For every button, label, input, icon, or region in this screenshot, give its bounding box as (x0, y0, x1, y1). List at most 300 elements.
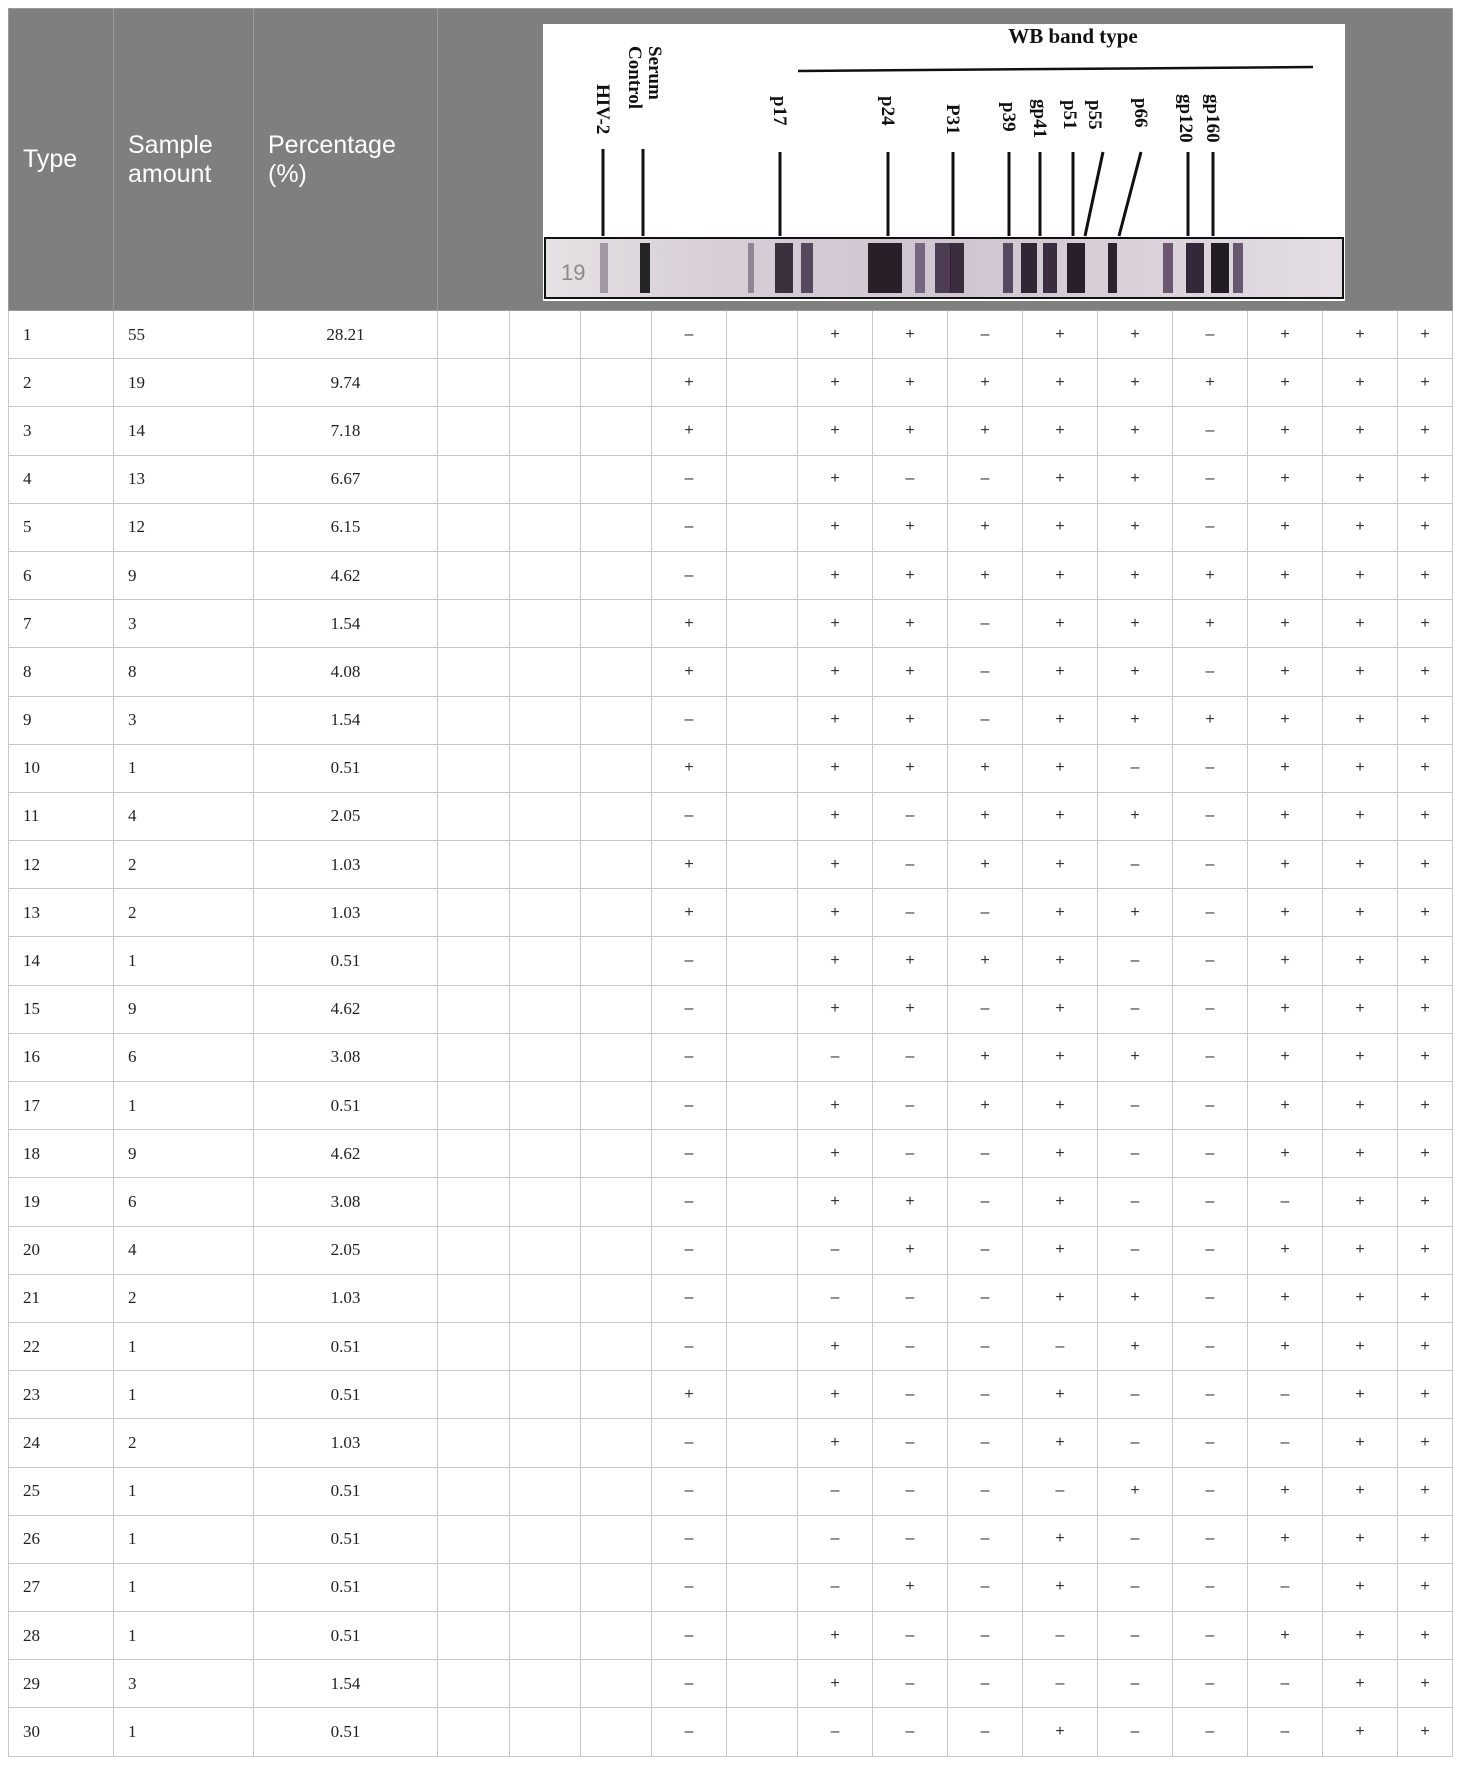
blot-band (950, 243, 964, 293)
cell-empty (581, 1322, 652, 1370)
cell-percentage: 2.05 (254, 792, 438, 840)
cell-band-mark: – (652, 1612, 727, 1660)
cell-sample-amount: 55 (114, 311, 254, 359)
cell-band-mark: + (873, 696, 948, 744)
cell-band-mark: – (873, 455, 948, 503)
cell-empty (510, 1419, 581, 1467)
cell-empty (438, 696, 510, 744)
cell-sample-amount: 2 (114, 1274, 254, 1322)
cell-band-mark: – (1173, 503, 1248, 551)
cell-band-mark: + (1023, 648, 1098, 696)
cell-band-mark: + (798, 1178, 873, 1226)
cell-sample-amount: 6 (114, 1178, 254, 1226)
cell-band-mark: + (948, 841, 1023, 889)
cell-band-mark: – (948, 1130, 1023, 1178)
cell-empty (581, 1178, 652, 1226)
cell-type: 4 (9, 455, 114, 503)
cell-empty (438, 551, 510, 599)
blot-band (1108, 243, 1117, 293)
cell-sample-amount: 1 (114, 1708, 254, 1756)
cell-empty (727, 1033, 798, 1081)
cell-band-mark: + (1098, 455, 1173, 503)
cell-band-mark: + (1398, 1419, 1453, 1467)
cell-empty (581, 1033, 652, 1081)
cell-band-mark: + (873, 359, 948, 407)
cell-band-mark: + (652, 889, 727, 937)
cell-band-mark: + (798, 407, 873, 455)
bracket-line (798, 67, 1313, 71)
cell-empty (727, 985, 798, 1033)
cell-empty (581, 1371, 652, 1419)
blot-band (1211, 243, 1229, 293)
cell-band-mark: + (1398, 744, 1453, 792)
cell-band-mark: – (1023, 1660, 1098, 1708)
cell-band-mark: + (1023, 1274, 1098, 1322)
cell-band-mark: – (652, 1708, 727, 1756)
cell-type: 11 (9, 792, 114, 840)
cell-band-mark: – (652, 985, 727, 1033)
cell-band-mark: + (1398, 1612, 1453, 1660)
blot-label: Serum (644, 46, 665, 100)
blot-band (1163, 243, 1173, 293)
cell-band-mark: – (948, 455, 1023, 503)
blot-band (935, 243, 951, 293)
cell-empty (438, 1612, 510, 1660)
cell-empty (727, 648, 798, 696)
blot-label: p39 (998, 102, 1019, 132)
cell-sample-amount: 9 (114, 985, 254, 1033)
cell-type: 2 (9, 359, 114, 407)
strip-number: 19 (561, 260, 586, 285)
cell-band-mark: + (1398, 648, 1453, 696)
cell-band-mark: + (1098, 648, 1173, 696)
cell-band-mark: + (1248, 1082, 1323, 1130)
cell-percentage: 9.74 (254, 359, 438, 407)
cell-type: 23 (9, 1371, 114, 1419)
cell-band-mark: + (1398, 841, 1453, 889)
cell-band-mark: – (652, 1515, 727, 1563)
cell-band-mark: + (1098, 1033, 1173, 1081)
cell-sample-amount: 19 (114, 359, 254, 407)
table-row (9, 600, 1453, 648)
cell-empty (727, 1226, 798, 1274)
cell-empty (510, 600, 581, 648)
cell-band-mark: + (1323, 1130, 1398, 1178)
cell-empty (727, 1419, 798, 1467)
cell-empty (510, 648, 581, 696)
cell-type: 24 (9, 1419, 114, 1467)
cell-empty (438, 1371, 510, 1419)
cell-empty (581, 1612, 652, 1660)
cell-type: 22 (9, 1322, 114, 1370)
cell-band-mark: + (1023, 1178, 1098, 1226)
cell-empty (438, 889, 510, 937)
cell-band-mark: + (1023, 792, 1098, 840)
cell-band-mark: – (1098, 1419, 1173, 1467)
cell-empty (727, 1612, 798, 1660)
cell-percentage: 0.51 (254, 1082, 438, 1130)
cell-band-mark: – (948, 1274, 1023, 1322)
table-row (9, 407, 1453, 455)
cell-band-mark: + (1248, 744, 1323, 792)
cell-band-mark: – (1098, 1226, 1173, 1274)
cell-empty (727, 792, 798, 840)
cell-band-mark: – (1098, 937, 1173, 985)
cell-band-mark: – (1173, 1322, 1248, 1370)
cell-band-mark: + (1398, 503, 1453, 551)
cell-sample-amount: 6 (114, 1033, 254, 1081)
cell-band-mark: – (1173, 841, 1248, 889)
cell-band-mark: – (1173, 1612, 1248, 1660)
cell-percentage: 1.54 (254, 1660, 438, 1708)
cell-band-mark: – (652, 1033, 727, 1081)
cell-band-mark: + (652, 744, 727, 792)
cell-sample-amount: 1 (114, 1322, 254, 1370)
cell-band-mark: – (1173, 985, 1248, 1033)
cell-sample-amount: 1 (114, 1467, 254, 1515)
cell-band-mark: – (1098, 1082, 1173, 1130)
cell-band-mark: – (652, 1130, 727, 1178)
wb-blot-svg (543, 24, 1345, 301)
table-row (9, 937, 1453, 985)
cell-band-mark: + (798, 889, 873, 937)
cell-band-mark: + (1023, 1708, 1098, 1756)
cell-band-mark: + (1323, 937, 1398, 985)
cell-type: 14 (9, 937, 114, 985)
cell-empty (438, 937, 510, 985)
cell-empty (510, 1708, 581, 1756)
blot-band (640, 243, 650, 293)
table-row (9, 792, 1453, 840)
blot-label: p24 (877, 96, 898, 126)
cell-sample-amount: 1 (114, 1612, 254, 1660)
cell-type: 20 (9, 1226, 114, 1274)
cell-band-mark: + (1398, 1274, 1453, 1322)
cell-empty (510, 889, 581, 937)
cell-band-mark: + (1098, 1322, 1173, 1370)
table-row (9, 985, 1453, 1033)
cell-band-mark: + (798, 600, 873, 648)
cell-band-mark: + (1173, 600, 1248, 648)
cell-band-mark: + (873, 1563, 948, 1611)
cell-band-mark: – (1248, 1178, 1323, 1226)
blot-label: HIV-2 (592, 84, 613, 135)
blot-band (801, 243, 813, 293)
cell-empty (510, 551, 581, 599)
cell-empty (438, 1322, 510, 1370)
cell-band-mark: – (873, 889, 948, 937)
cell-sample-amount: 1 (114, 937, 254, 985)
cell-band-mark: + (1023, 359, 1098, 407)
table-row (9, 1419, 1453, 1467)
cell-band-mark: + (1023, 455, 1098, 503)
blot-label: gp160 (1202, 94, 1223, 143)
cell-band-mark: – (873, 1612, 948, 1660)
cell-empty (510, 1660, 581, 1708)
table-row (9, 359, 1453, 407)
cell-percentage: 4.62 (254, 985, 438, 1033)
cell-empty (727, 1082, 798, 1130)
cell-band-mark: – (948, 648, 1023, 696)
blot-band (868, 243, 902, 293)
cell-empty (727, 1563, 798, 1611)
cell-band-mark: + (1323, 696, 1398, 744)
table-row (9, 889, 1453, 937)
cell-empty (581, 1226, 652, 1274)
cell-empty (438, 600, 510, 648)
cell-band-mark: – (1173, 1515, 1248, 1563)
cell-band-mark: – (1023, 1467, 1098, 1515)
cell-band-mark: – (1173, 1130, 1248, 1178)
cell-band-mark: + (1323, 311, 1398, 359)
cell-empty (727, 455, 798, 503)
cell-sample-amount: 8 (114, 648, 254, 696)
cell-band-mark: – (1098, 985, 1173, 1033)
cell-band-mark: + (1398, 792, 1453, 840)
cell-empty (510, 1371, 581, 1419)
cell-sample-amount: 1 (114, 744, 254, 792)
cell-band-mark: + (1098, 792, 1173, 840)
cell-empty (510, 1515, 581, 1563)
cell-band-mark: – (798, 1033, 873, 1081)
cell-band-mark: + (1323, 503, 1398, 551)
cell-band-mark: + (1023, 1082, 1098, 1130)
cell-band-mark: + (1248, 600, 1323, 648)
cell-band-mark: + (652, 600, 727, 648)
cell-band-mark: + (1248, 503, 1323, 551)
table-row (9, 1467, 1453, 1515)
header-blot-figure (438, 9, 1453, 311)
cell-band-mark: – (652, 311, 727, 359)
cell-type: 26 (9, 1515, 114, 1563)
blot-label: p66 (1130, 98, 1151, 128)
cell-band-mark: + (1398, 1033, 1453, 1081)
cell-type: 29 (9, 1660, 114, 1708)
cell-band-mark: + (1023, 985, 1098, 1033)
cell-band-mark: – (948, 696, 1023, 744)
cell-band-mark: + (1323, 1419, 1398, 1467)
cell-band-mark: + (1323, 600, 1398, 648)
cell-band-mark: – (948, 1419, 1023, 1467)
cell-band-mark: + (1398, 455, 1453, 503)
cell-band-mark: – (948, 1178, 1023, 1226)
cell-band-mark: + (798, 792, 873, 840)
cell-band-mark: – (1173, 744, 1248, 792)
cell-empty (727, 1322, 798, 1370)
cell-band-mark: – (873, 1130, 948, 1178)
cell-band-mark: + (1023, 1371, 1098, 1419)
cell-empty (581, 1515, 652, 1563)
cell-band-mark: + (873, 648, 948, 696)
cell-sample-amount: 2 (114, 841, 254, 889)
cell-band-mark: + (798, 648, 873, 696)
cell-empty (727, 1660, 798, 1708)
cell-band-mark: – (1173, 1708, 1248, 1756)
cell-band-mark: + (1323, 985, 1398, 1033)
table-row (9, 1130, 1453, 1178)
blot-band (1067, 243, 1085, 293)
cell-empty (438, 1563, 510, 1611)
blot-label: gp41 (1029, 99, 1050, 139)
cell-percentage: 3.08 (254, 1033, 438, 1081)
cell-band-mark: + (1398, 551, 1453, 599)
cell-band-mark: – (1098, 1130, 1173, 1178)
cell-band-mark: + (1173, 359, 1248, 407)
cell-band-mark: – (1098, 1515, 1173, 1563)
cell-band-mark: + (1398, 600, 1453, 648)
blot-title: WB band type (1008, 24, 1138, 48)
cell-band-mark: – (1173, 792, 1248, 840)
cell-percentage: 0.51 (254, 1322, 438, 1370)
cell-band-mark: – (948, 889, 1023, 937)
cell-band-mark: – (1173, 937, 1248, 985)
cell-band-mark: – (652, 696, 727, 744)
header-sample-amount: Sample amount (114, 9, 254, 311)
cell-band-mark: – (1173, 1660, 1248, 1708)
cell-band-mark: + (1023, 503, 1098, 551)
cell-band-mark: + (1398, 1467, 1453, 1515)
cell-band-mark: – (652, 1660, 727, 1708)
cell-band-mark: + (798, 696, 873, 744)
cell-band-mark: – (873, 1082, 948, 1130)
cell-band-mark: + (873, 503, 948, 551)
cell-type: 16 (9, 1033, 114, 1081)
cell-type: 13 (9, 889, 114, 937)
cell-band-mark: + (1248, 1612, 1323, 1660)
blot-band (1233, 243, 1243, 293)
cell-sample-amount: 4 (114, 792, 254, 840)
blot-band (1043, 243, 1057, 293)
cell-type: 30 (9, 1708, 114, 1756)
blot-label: gp120 (1175, 94, 1196, 143)
header-percentage: Percentage (%) (254, 9, 438, 311)
cell-sample-amount: 2 (114, 1419, 254, 1467)
cell-band-mark: + (1323, 1033, 1398, 1081)
cell-band-mark: + (1323, 1226, 1398, 1274)
table-row (9, 551, 1453, 599)
cell-band-mark: + (798, 1322, 873, 1370)
cell-band-mark: – (873, 841, 948, 889)
cell-band-mark: – (1173, 1563, 1248, 1611)
cell-band-mark: + (1248, 1515, 1323, 1563)
pointer-line (1085, 152, 1103, 236)
cell-empty (581, 503, 652, 551)
cell-band-mark: + (1398, 696, 1453, 744)
cell-empty (438, 1660, 510, 1708)
cell-empty (438, 1130, 510, 1178)
cell-band-mark: + (1248, 889, 1323, 937)
cell-band-mark: + (1398, 359, 1453, 407)
cell-type: 19 (9, 1178, 114, 1226)
cell-band-mark: – (948, 1612, 1023, 1660)
cell-band-mark: + (1023, 1130, 1098, 1178)
blot-label: Control (624, 46, 645, 109)
table-row (9, 696, 1453, 744)
cell-empty (581, 600, 652, 648)
cell-percentage: 7.18 (254, 407, 438, 455)
cell-band-mark: + (1323, 359, 1398, 407)
blot-band (1003, 243, 1013, 293)
cell-empty (510, 455, 581, 503)
cell-band-mark: – (652, 937, 727, 985)
cell-band-mark: + (948, 407, 1023, 455)
cell-empty (510, 1612, 581, 1660)
cell-band-mark: + (1323, 1082, 1398, 1130)
cell-band-mark: + (1398, 1563, 1453, 1611)
cell-empty (438, 1274, 510, 1322)
cell-band-mark: – (652, 1274, 727, 1322)
table-row (9, 1082, 1453, 1130)
cell-empty (438, 1515, 510, 1563)
cell-sample-amount: 1 (114, 1563, 254, 1611)
cell-percentage: 0.51 (254, 1708, 438, 1756)
cell-type: 9 (9, 696, 114, 744)
cell-band-mark: – (1248, 1660, 1323, 1708)
cell-band-mark: + (1098, 600, 1173, 648)
cell-empty (510, 985, 581, 1033)
cell-band-mark: – (652, 1226, 727, 1274)
table-row (9, 1322, 1453, 1370)
cell-band-mark: + (1398, 1708, 1453, 1756)
table-row (9, 648, 1453, 696)
cell-band-mark: – (1173, 1178, 1248, 1226)
cell-band-mark: – (1173, 648, 1248, 696)
cell-band-mark: + (1398, 1371, 1453, 1419)
table-row (9, 1708, 1453, 1756)
cell-band-mark: + (948, 1082, 1023, 1130)
cell-band-mark: + (798, 1130, 873, 1178)
cell-band-mark: + (1098, 1274, 1173, 1322)
cell-band-mark: + (1323, 744, 1398, 792)
cell-band-mark: + (1323, 889, 1398, 937)
cell-band-mark: + (1098, 889, 1173, 937)
wb-blot-image (543, 24, 1345, 301)
cell-sample-amount: 1 (114, 1082, 254, 1130)
cell-band-mark: – (873, 1515, 948, 1563)
cell-band-mark: – (873, 1660, 948, 1708)
cell-band-mark: + (652, 648, 727, 696)
cell-band-mark: + (1323, 1322, 1398, 1370)
blot-band (600, 243, 608, 293)
cell-percentage: 2.05 (254, 1226, 438, 1274)
cell-band-mark: – (873, 1467, 948, 1515)
cell-empty (727, 937, 798, 985)
cell-sample-amount: 12 (114, 503, 254, 551)
cell-band-mark: – (1098, 1660, 1173, 1708)
cell-band-mark: + (1098, 551, 1173, 599)
cell-band-mark: – (948, 985, 1023, 1033)
cell-empty (438, 1226, 510, 1274)
cell-percentage: 0.51 (254, 1563, 438, 1611)
cell-band-mark: + (1173, 551, 1248, 599)
cell-empty (727, 503, 798, 551)
cell-band-mark: – (948, 600, 1023, 648)
cell-empty (581, 551, 652, 599)
cell-band-mark: – (948, 1371, 1023, 1419)
table-row (9, 1563, 1453, 1611)
cell-band-mark: – (1098, 1178, 1173, 1226)
cell-band-mark: + (948, 551, 1023, 599)
cell-empty (510, 359, 581, 407)
cell-empty (727, 1467, 798, 1515)
cell-band-mark: – (873, 1033, 948, 1081)
cell-type: 1 (9, 311, 114, 359)
cell-band-mark: – (1098, 841, 1173, 889)
cell-band-mark: + (1248, 407, 1323, 455)
cell-percentage: 4.08 (254, 648, 438, 696)
cell-empty (727, 407, 798, 455)
blot-label: P31 (942, 104, 963, 135)
